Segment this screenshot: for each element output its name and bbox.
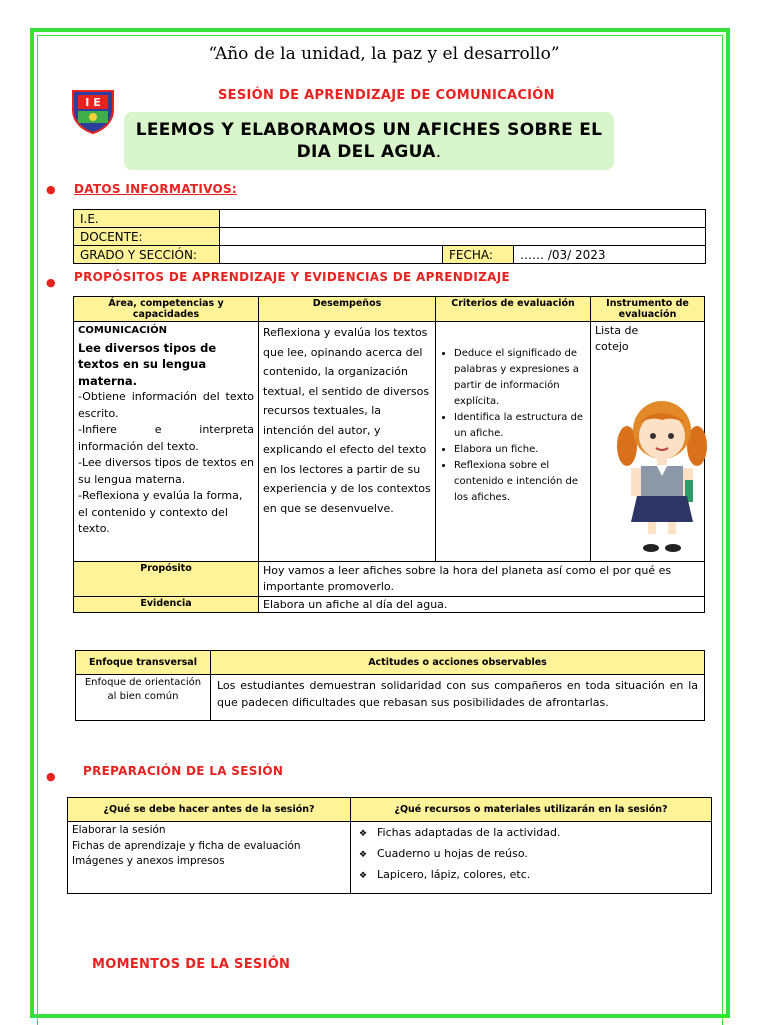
docente-value bbox=[220, 228, 706, 246]
ie-label: I.E. bbox=[74, 210, 220, 228]
propositos-table bbox=[73, 296, 705, 613]
antes-item: Fichas de aprendizaje y ficha de evaluación bbox=[72, 839, 301, 852]
logo-text: I E bbox=[85, 96, 101, 109]
criterio-item: • Identifica la estructura de un afiche. bbox=[454, 410, 586, 442]
banner-line-1: LEEMOS Y ELABORAMOS UN AFICHES SOBRE EL bbox=[135, 120, 603, 140]
datos-title: DATOS INFORMATIVOS: bbox=[74, 182, 238, 196]
banner-line-2: DIA DEL AGUA bbox=[296, 142, 436, 162]
criterios-list bbox=[440, 346, 586, 506]
title-banner bbox=[124, 112, 614, 170]
capacidad-item: -Infiere e interpreta información del texto. bbox=[78, 423, 254, 453]
criterio-item: • Deduce el significado de palabras y expresiones a partir de información explícita. bbox=[454, 346, 586, 410]
criterio-item: • Elabora un fiche. bbox=[454, 442, 586, 458]
actitud-text: Los estudiantes demuestran solidaridad con sus compañeros en toda situación en la que padecen dificultades que rebasan sus posibilidades de afrontarlas. bbox=[211, 675, 705, 721]
momentos-title: MOMENTOS DE LA SESIÓN bbox=[92, 957, 291, 972]
enfoque-text: Enfoque de orientación al bien común bbox=[76, 675, 211, 721]
evidencia-label: Evidencia bbox=[74, 597, 259, 613]
instrumento-text: Lista de cotejo bbox=[595, 324, 639, 353]
capacidad-item: -Lee diversos tipos de textos en su lengua materna. bbox=[78, 456, 254, 486]
area-competencia: Lee diversos tipos de textos en su lengua materna. bbox=[78, 340, 217, 388]
area-title: COMUNICACIÓN bbox=[78, 325, 168, 336]
grado-label: GRADO Y SECCIÓN: bbox=[74, 246, 220, 264]
header-desempenos: Desempeños bbox=[259, 297, 436, 322]
fecha-label: FECHA: bbox=[443, 246, 514, 264]
capacidad-item: -Reflexiona y evalúa la forma, el contenido y contexto del texto. bbox=[78, 489, 243, 535]
antes-item: Imágenes y anexos impresos bbox=[72, 855, 225, 867]
session-title: SESIÓN DE APRENDIZAJE DE COMUNICACIÓN bbox=[218, 88, 555, 103]
grado-value bbox=[220, 246, 443, 264]
bullet-dot: ● bbox=[46, 183, 56, 196]
proposito-text: Hoy vamos a leer afiches sobre la hora del planeta así como el por qué es importante promoverlo. bbox=[259, 562, 705, 597]
enfoque-table bbox=[75, 650, 705, 721]
propositos-title: PROPÓSITOS DE APRENDIZAJE Y EVIDENCIAS DE APRENDIZAJE bbox=[74, 270, 510, 284]
capacidad-item: -Obtiene información del texto escrito. bbox=[78, 390, 254, 420]
schoolgirl-illustration bbox=[613, 394, 711, 556]
preparacion-title: PREPARACIÓN DE LA SESIÓN bbox=[83, 764, 284, 778]
school-logo bbox=[70, 88, 116, 134]
recurso-item: ❖ Lapicero, lápiz, colores, etc. bbox=[377, 865, 707, 886]
header-recursos: ¿Qué recursos o materiales utilizarán en la sesión? bbox=[351, 798, 712, 822]
header-antes: ¿Qué se debe hacer antes de la sesión? bbox=[68, 798, 351, 822]
datos-table bbox=[73, 209, 706, 264]
header-enfoque: Enfoque transversal bbox=[76, 651, 211, 675]
header-instrumento: Instrumento de evaluación bbox=[591, 297, 705, 322]
evidencia-text: Elabora un afiche al día del agua. bbox=[259, 597, 705, 613]
banner-dot: . bbox=[435, 142, 442, 162]
ie-value bbox=[220, 210, 706, 228]
preparacion-table bbox=[67, 797, 712, 894]
header-criterios: Criterios de evaluación bbox=[436, 297, 591, 322]
header-actitudes: Actitudes o acciones observables bbox=[211, 651, 705, 675]
desempeno-text: Reflexiona y evalúa los textos que lee, opinando acerca del contenido, la organización textual, el sentido de diversos recursos textuales, la intención del autor, y explicando el efecto del texto en los lectores a partir de su experiencia y de los contextos en que se desenvuelve. bbox=[259, 322, 436, 562]
antes-item: Elaborar la sesión bbox=[72, 824, 166, 836]
proposito-label: Propósito bbox=[74, 562, 259, 597]
bullet-dot: ● bbox=[46, 770, 56, 783]
recursos-list bbox=[355, 823, 707, 886]
motto: “Año de la unidad, la paz y el desarrollo” bbox=[208, 44, 560, 64]
recurso-item: ❖ Cuaderno u hojas de reúso. bbox=[377, 844, 707, 865]
header-area: Área, competencias y capacidades bbox=[74, 297, 259, 322]
bullet-dot: ● bbox=[46, 276, 56, 289]
fecha-value: …… /03/ 2023 bbox=[514, 246, 706, 264]
docente-label: DOCENTE: bbox=[74, 228, 220, 246]
criterio-item: • Reflexiona sobre el contenido e intención de los afiches. bbox=[454, 458, 586, 506]
recurso-item: ❖ Fichas adaptadas de la actividad. bbox=[377, 823, 707, 844]
